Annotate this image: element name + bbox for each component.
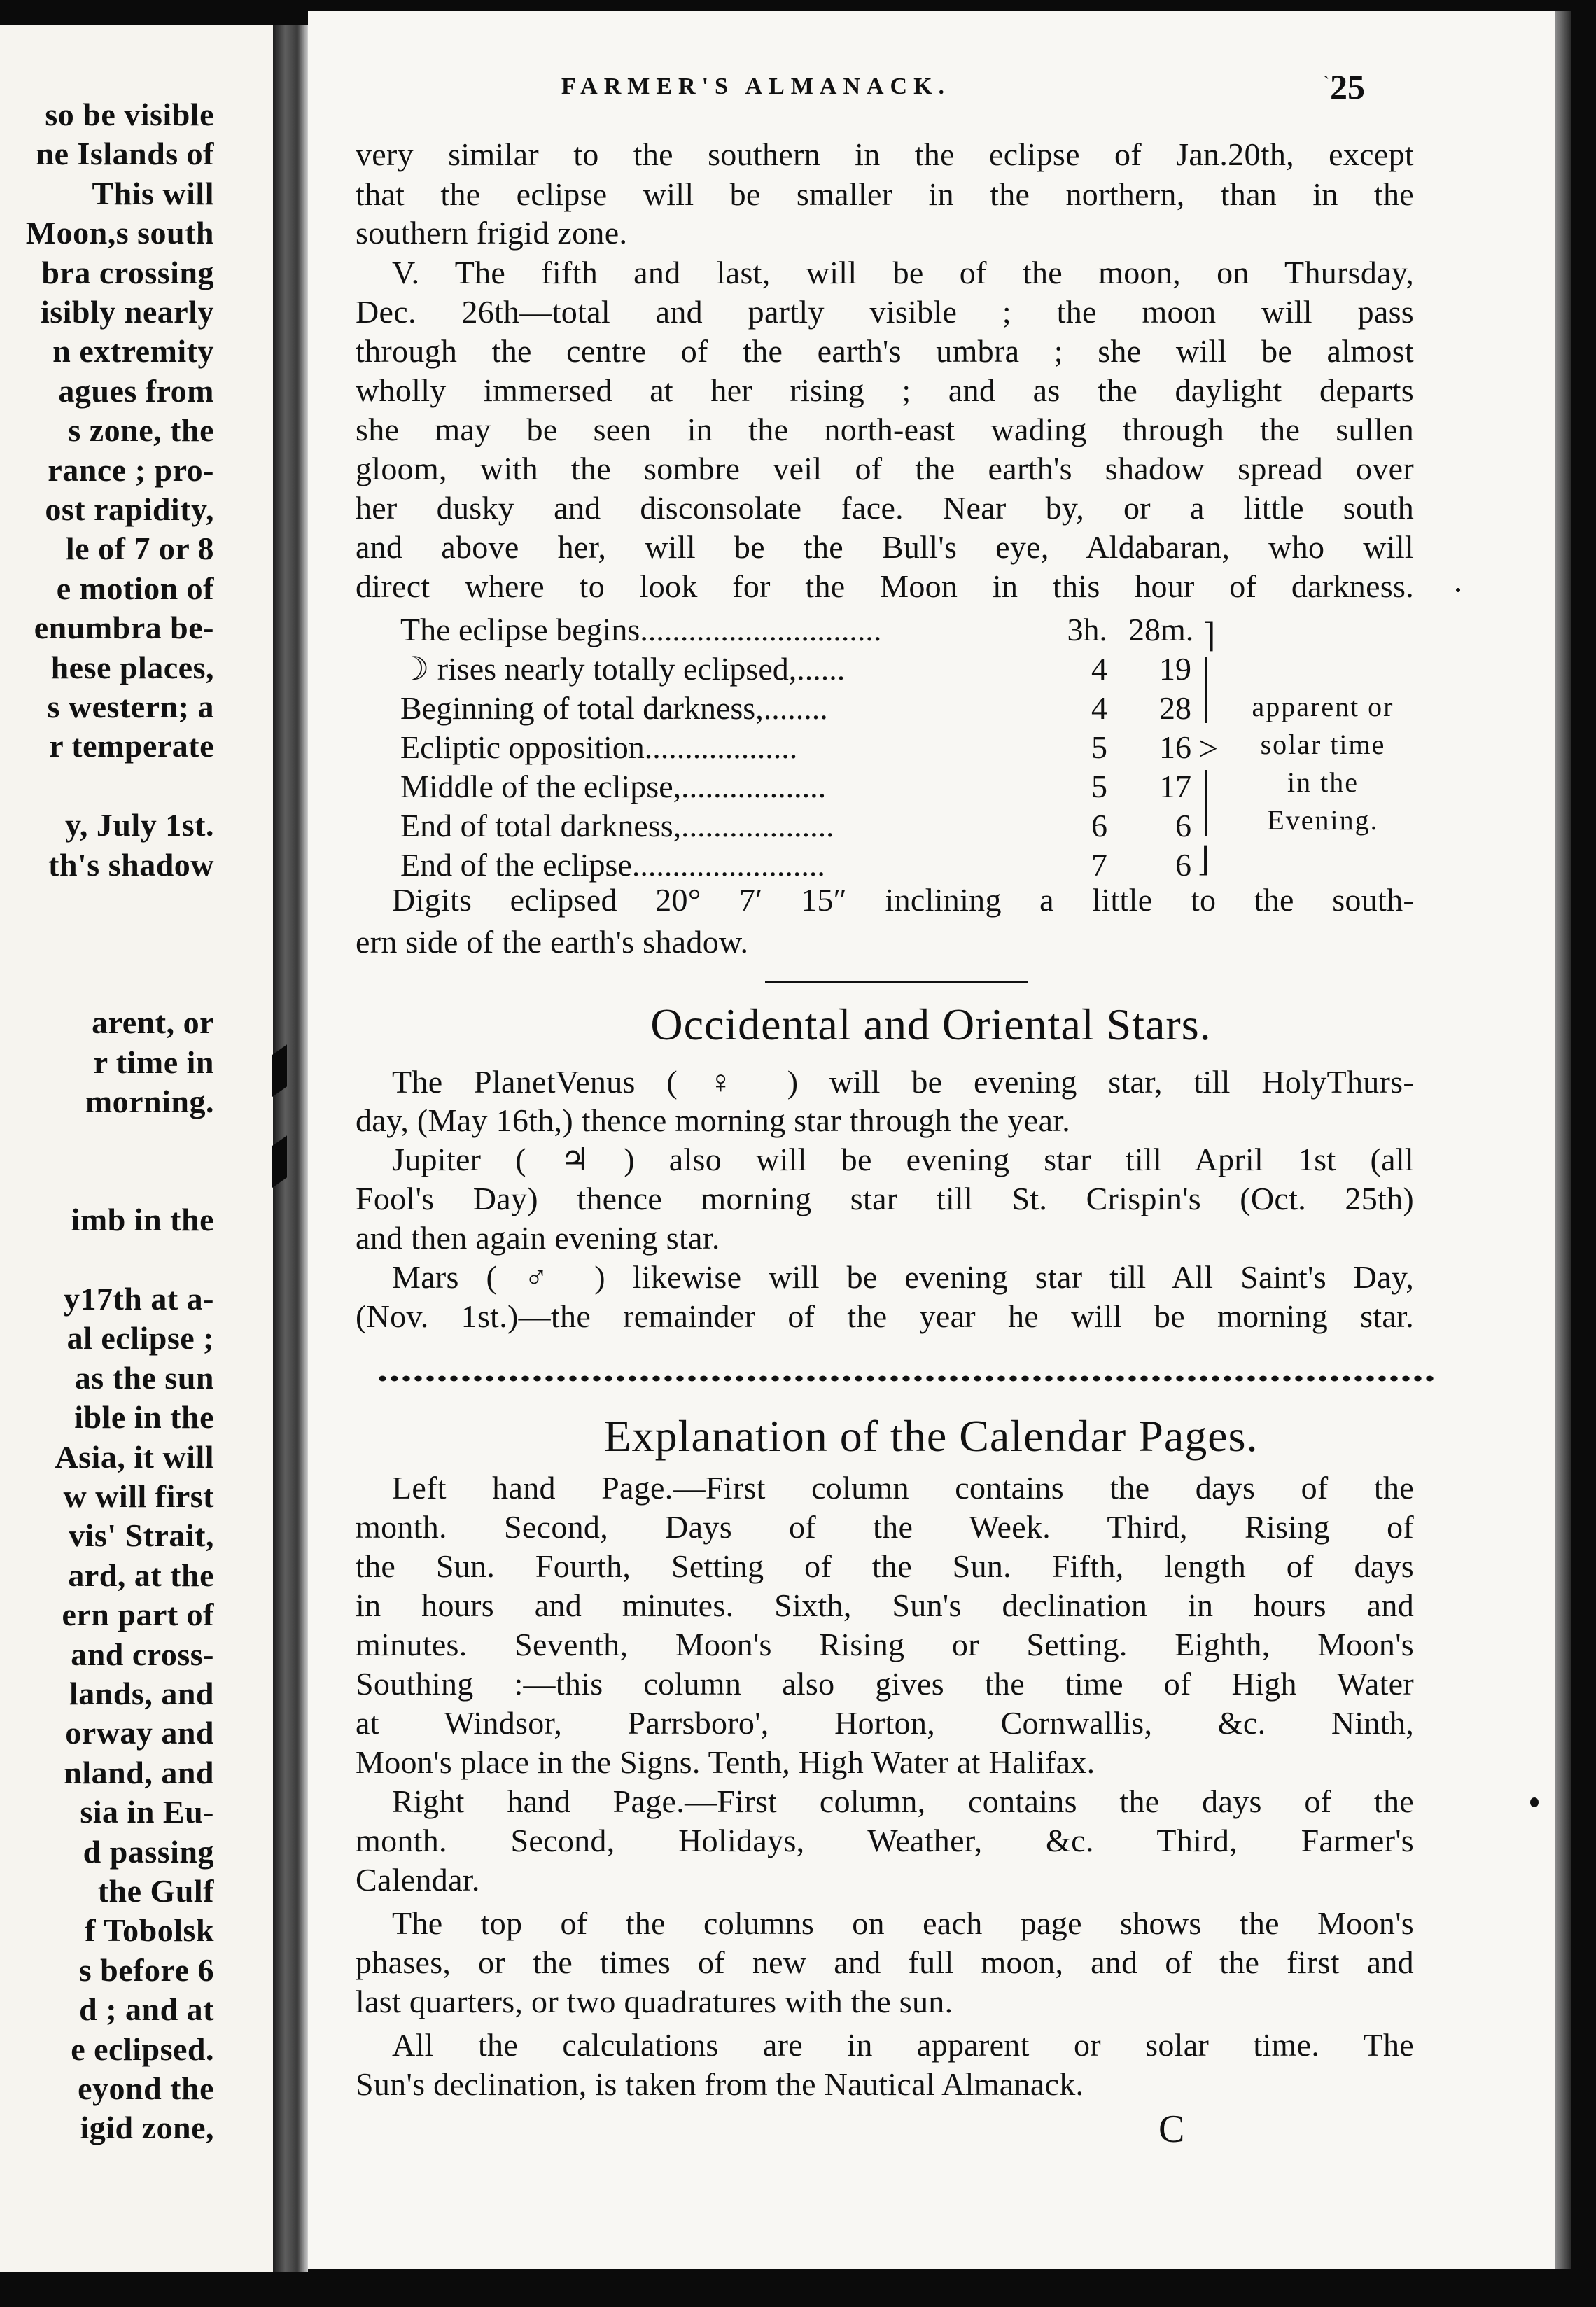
tick-mark: ` [1323, 73, 1330, 94]
ink-speck [1456, 588, 1460, 592]
left-page-line: imb in the [71, 1202, 214, 1238]
left-page-line: vis' Strait, [69, 1517, 214, 1554]
left-page-line: agues from [58, 372, 214, 409]
timetable-label: Beginning of total darkness,........ [400, 690, 828, 726]
calendar-heading: Explanation of the Calendar Pages. [603, 1411, 1259, 1461]
left-page-line: isibly nearly [40, 294, 214, 330]
left-hand-page-line: minutes. Seventh, Moon's Rising or Setting. Eighth, Moon's [356, 1627, 1414, 1662]
timetable-minute: 28 [1159, 690, 1191, 726]
left-page-line: ern part of [62, 1597, 214, 1633]
mars-line: (Nov. 1st.)—the remainder of the year he will be morning star. [356, 1298, 1414, 1334]
timetable-minute: 6 [1175, 847, 1191, 883]
timetable-minute: 17 [1159, 769, 1191, 804]
right-hand-page-line: Right hand Page.—First column, contains the days of the [392, 1783, 1414, 1819]
right-hand-page-line: month. Second, Holidays, Weather, &c. Third, Farmer's [356, 1823, 1414, 1858]
left-page-line: s before 6 [78, 1951, 214, 1988]
eclipse-intro-line: very similar to the southern in the eclipse of Jan.20th, except [356, 136, 1414, 172]
brace-point: > [1198, 729, 1219, 768]
timetable-hour: 4 [1091, 690, 1107, 726]
timetable-hour: 4 [1091, 651, 1107, 687]
right-hand-page-line: Calendar. [356, 1862, 480, 1898]
left-page-line: Asia, it will [55, 1438, 214, 1475]
left-page-line: e eclipsed. [71, 2031, 214, 2067]
timetable-label: ☽ rises nearly totally eclipsed,...... [400, 651, 846, 687]
page-number: 25 [1330, 67, 1365, 106]
left-page-line: y, July 1st. [64, 807, 214, 843]
left-page-line: hese places, [50, 649, 214, 685]
venus-line: The PlanetVenus ( ♀ ) will be evening star, till HolyThurs- [392, 1064, 1414, 1100]
timetable-hour: 5 [1091, 769, 1107, 804]
left-hand-page-line: Moon's place in the Signs. Tenth, High Water at Halifax. [356, 1744, 1096, 1780]
timetable-row [400, 650, 1436, 689]
timetable-hour: 6 [1091, 808, 1107, 843]
left-page-line: the Gulf [97, 1873, 214, 1909]
timetable-minute: 6 [1175, 808, 1191, 843]
dotted-rule [377, 1374, 1434, 1385]
left-page-line: so be visible [45, 97, 214, 132]
stars-heading: Occidental and Oriental Stars. [650, 1000, 1212, 1049]
left-page-line: orway and [65, 1715, 214, 1751]
left-page-line: s western; a [47, 689, 214, 724]
eclipse-paragraph-line: her dusky and disconsolate face. Near by, or a little south [356, 490, 1414, 526]
brace-label-line: solar time [1260, 729, 1386, 760]
left-page-line: Moon,s south [25, 215, 214, 251]
digits-eclipsed-line: ern side of the earth's shadow. [356, 924, 749, 960]
brace-bottom: ⌋ [1197, 841, 1210, 878]
left-page-line: eyond the [78, 2070, 214, 2106]
solar-time-line: All the calculations are in apparent or solar time. The [392, 2027, 1414, 2063]
page-edge [1555, 11, 1571, 2269]
left-hand-page-line: in hours and minutes. Sixth, Sun's declination in hours and [356, 1587, 1414, 1623]
left-page-line: d ; and at [79, 1991, 214, 2028]
left-page-line: rance ; pro- [48, 451, 214, 488]
left-page-line: e motion of [56, 570, 214, 606]
timetable-row [400, 610, 1436, 650]
left-page-line: n extremity [52, 333, 214, 370]
timetable-hour: 3h. [1067, 612, 1107, 647]
left-page-line: le of 7 or 8 [65, 531, 214, 567]
digits-eclipsed-line: Digits eclipsed 20° 7′ 15″ inclining a little to the south- [392, 882, 1414, 918]
signature-mark: C [1158, 2108, 1185, 2151]
left-page-line: enumbra be- [34, 610, 214, 646]
timetable-label: Middle of the eclipse,.................. [400, 769, 827, 804]
jupiter-line: and then again evening star. [356, 1220, 720, 1256]
timetable-minute: 28m. [1128, 612, 1194, 647]
left-page-line: y17th at a- [63, 1281, 214, 1317]
jupiter-line: Fool's Day) thence morning star till St. Crispin's (Oct. 25th) [356, 1181, 1414, 1216]
left-page-line: th's shadow [48, 846, 214, 883]
brace-top: ⌉ [1203, 617, 1216, 654]
left-page-line: arent, or [92, 1004, 214, 1041]
mars-line: Mars ( ♂ ) likewise will be evening star till All Saint's Day, [392, 1259, 1414, 1295]
left-page-line: r time in [93, 1044, 214, 1080]
left-page-line: bra crossing [41, 254, 214, 290]
left-hand-page-line: month. Second, Days of the Week. Third, Rising of [356, 1509, 1414, 1545]
timetable-minute: 19 [1159, 651, 1191, 687]
eclipse-paragraph-line: gloom, with the sombre veil of the earth's shadow spread over [356, 451, 1414, 486]
timetable-label: End of the eclipse........................ [400, 847, 825, 883]
left-page-line: w will first [63, 1478, 214, 1514]
left-page-line: nland, and [64, 1754, 214, 1790]
eclipse-intro-line: southern frigid zone. [356, 215, 628, 251]
ink-speck [1530, 1797, 1539, 1807]
eclipse-paragraph-line: through the centre of the earth's umbra ; she will be almost [356, 333, 1414, 369]
left-page-line: ost rapidity, [45, 491, 214, 527]
left-hand-page-line: at Windsor, Parrsboro', Horton, Cornwallis, &c. Ninth, [356, 1705, 1414, 1741]
eclipse-paragraph-line: Dec. 26th—total and partly visible ; the moon will pass [356, 294, 1414, 330]
left-page-line: igid zone, [80, 2110, 214, 2146]
timetable-minute: 16 [1159, 729, 1191, 765]
jupiter-line: Jupiter ( ♃ ) also will be evening star till April 1st (all [392, 1142, 1414, 1177]
left-hand-page-line: the Sun. Fourth, Setting of the Sun. Fifth, length of days [356, 1548, 1414, 1584]
timetable-row [400, 846, 1436, 885]
timetable-hour: 7 [1091, 847, 1107, 883]
brace-line [1205, 657, 1208, 723]
left-page-line: r temperate [49, 728, 214, 764]
venus-line: day, (May 16th,) thence morning star through the year. [356, 1102, 1071, 1138]
eclipse-paragraph-line: wholly immersed at her rising ; and as the daylight departs [356, 372, 1414, 408]
left-page-line: and cross- [71, 1636, 214, 1672]
left-page-line: This will [92, 175, 214, 211]
moon-phases-line: last quarters, or two quadratures with the sun. [356, 1984, 953, 2019]
left-hand-page-line: Southing :—this column also gives the time of High Water [356, 1666, 1414, 1702]
eclipse-paragraph-line: she may be seen in the north-east wading through the sullen [356, 412, 1414, 447]
running-title: FARMER'S ALMANACK. [561, 73, 951, 99]
section-rule [765, 981, 1028, 983]
brace-label-line: apparent or [1252, 691, 1394, 722]
eclipse-paragraph-line: and above her, will be the Bull's eye, Aldabaran, who will [356, 529, 1414, 565]
brace-line [1205, 770, 1208, 836]
brace-label-line: in the [1287, 766, 1359, 798]
moon-phases-line: phases, or the times of new and full moon, and of the first and [356, 1944, 1414, 1980]
timetable-label: End of total darkness,................... [400, 808, 834, 843]
left-page-line: as the sun [74, 1359, 214, 1396]
left-page-line: al eclipse ; [66, 1320, 214, 1356]
left-facing-page [0, 25, 273, 2272]
left-page-line: ne Islands of [36, 136, 214, 172]
brace-label-line: Evening. [1267, 804, 1379, 836]
left-page-line: s zone, the [68, 412, 214, 449]
left-page-line: lands, and [69, 1676, 214, 1711]
left-page-line: f Tobolsk [85, 1912, 214, 1949]
eclipse-paragraph-line: direct where to look for the Moon in this hour of darkness. [356, 568, 1414, 604]
left-page-line: morning. [85, 1084, 214, 1119]
eclipse-paragraph-line: V. The fifth and last, will be of the moon, on Thursday, [392, 255, 1414, 290]
left-page-line: ible in the [74, 1399, 214, 1436]
timetable-label: Ecliptic opposition................... [400, 729, 798, 765]
left-page-line: ard, at the [68, 1557, 214, 1593]
left-hand-page-line: Left hand Page.—First column contains the days of the [392, 1470, 1414, 1506]
left-page-line: sia in Eu- [80, 1794, 214, 1830]
left-page-line: d passing [83, 1833, 214, 1870]
eclipse-intro-line: that the eclipse will be smaller in the northern, than in the [356, 176, 1414, 212]
solar-time-line: Sun's declination, is taken from the Nautical Almanack. [356, 2066, 1084, 2102]
timetable-label: The eclipse begins.............................. [400, 612, 882, 647]
moon-phases-line: The top of the columns on each page shows the Moon's [392, 1905, 1414, 1941]
timetable-hour: 5 [1091, 729, 1107, 765]
